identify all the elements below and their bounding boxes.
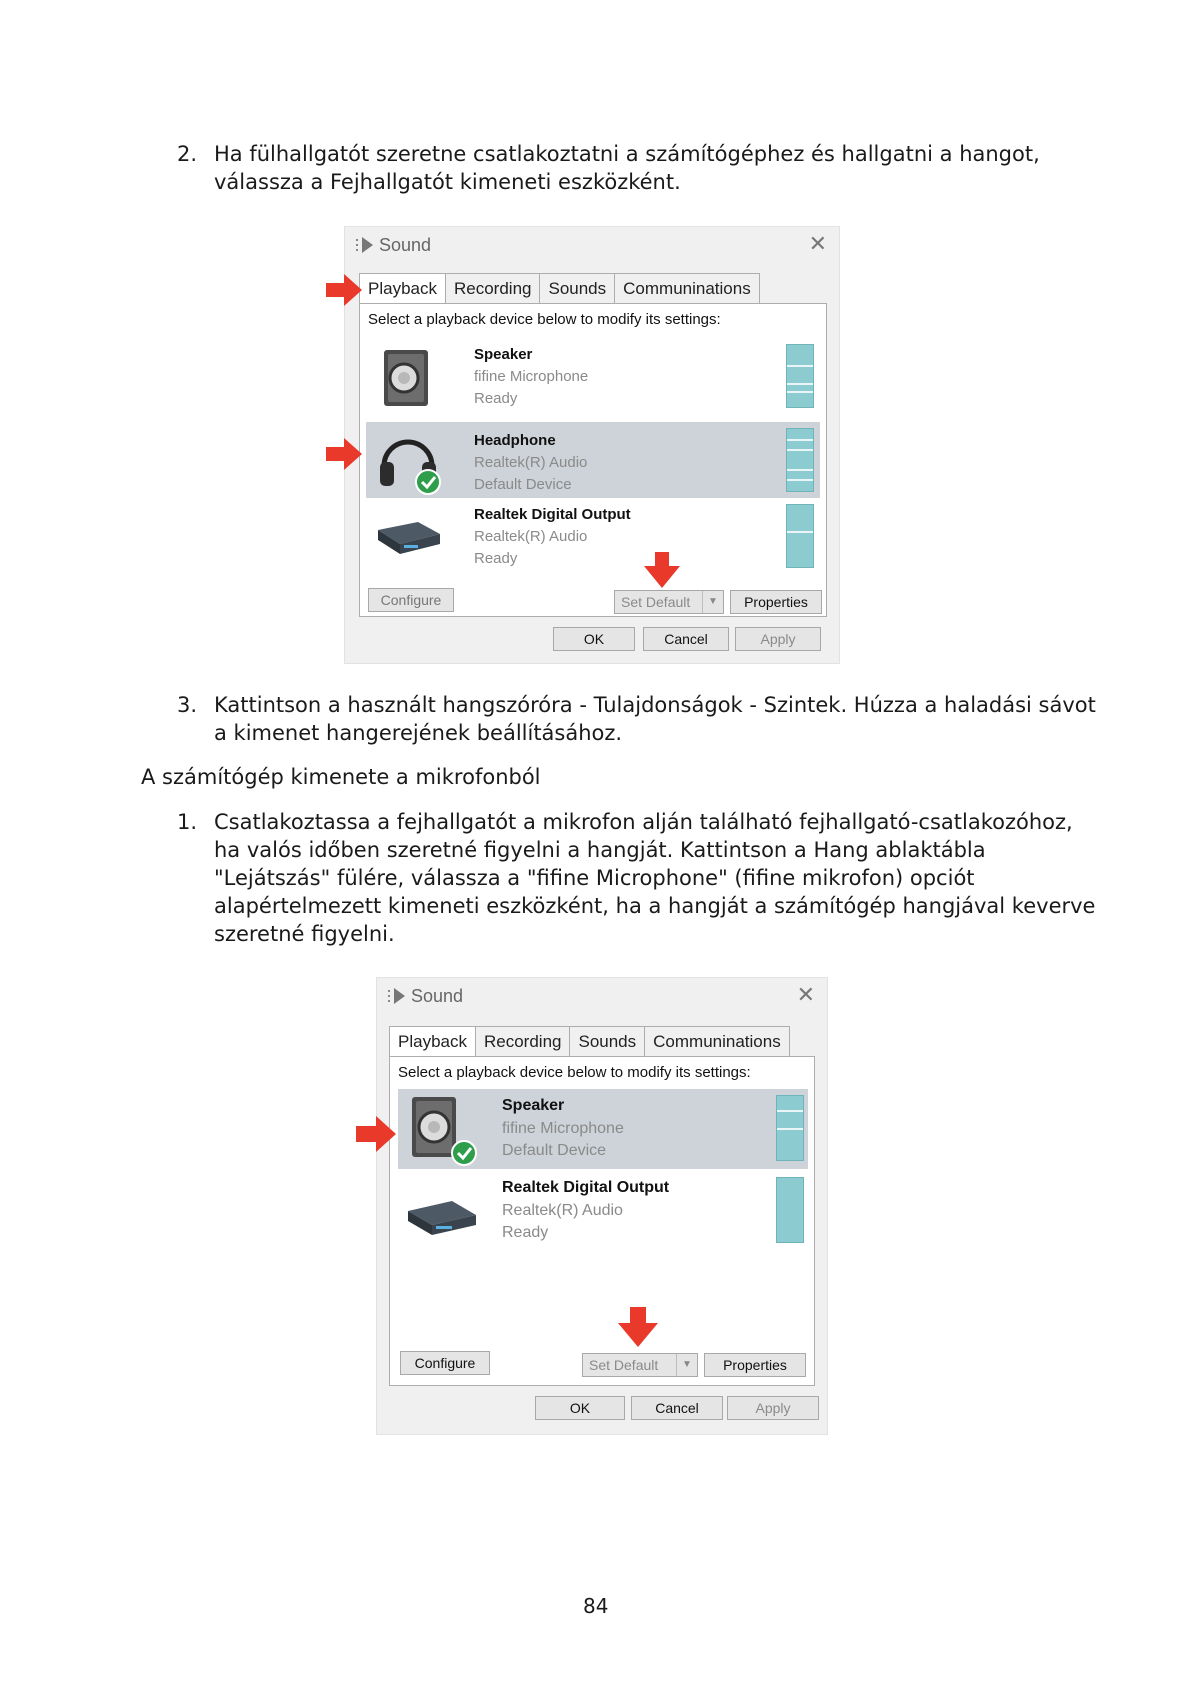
sound-app-icon (387, 986, 409, 1006)
level-meter (786, 504, 814, 568)
digital-output-icon (374, 514, 442, 558)
step-1-line-3: "Lejátszás" fülére, válassza a "fifine Microphone" (fifine mikrofon) opciót (214, 866, 975, 890)
cancel-button[interactable]: Cancel (643, 627, 729, 651)
tab-sounds[interactable]: Sounds (539, 273, 615, 303)
level-meter (786, 344, 814, 408)
ok-button[interactable]: OK (535, 1396, 625, 1420)
set-default-arrow-icon (644, 552, 680, 588)
configure-button[interactable]: Configure (368, 588, 454, 612)
section-heading: A számítógép kimenete a mikrofonból (141, 765, 541, 789)
device-name: Speaker (502, 1097, 565, 1114)
speaker-arrow-icon (356, 1116, 396, 1152)
tab-communications[interactable]: Communinations (614, 273, 760, 303)
step-2-line-2: válassza a Fejhallgatót kimeneti eszközként. (214, 170, 681, 194)
device-digital-output[interactable] (398, 1171, 808, 1251)
tab-playback[interactable]: Playback (389, 1026, 476, 1059)
device-status: Ready (502, 1224, 549, 1241)
level-meter (776, 1095, 804, 1161)
step-3-line-2: a kimenet hangerejének beállításához. (214, 721, 623, 745)
level-meter (776, 1177, 804, 1243)
device-name: Headphone (474, 432, 556, 449)
headphone-arrow-icon (326, 438, 362, 470)
tab-communications[interactable]: Communinations (644, 1026, 790, 1056)
step-1-line-1: Csatlakoztassa a fejhallgatót a mikrofon alján található fejhallgató-csatlakozóhoz, (214, 810, 1073, 834)
device-driver: Realtek(R) Audio (474, 454, 588, 471)
speaker-icon (378, 346, 434, 410)
configure-button[interactable]: Configure (400, 1351, 490, 1375)
tab-sounds[interactable]: Sounds (569, 1026, 645, 1056)
device-driver: Realtek(R) Audio (474, 528, 588, 545)
sound-dialog-2 (376, 977, 828, 1435)
ok-button[interactable]: OK (553, 627, 635, 651)
device-speaker[interactable] (366, 340, 820, 420)
device-name: Speaker (474, 346, 533, 363)
cancel-button[interactable]: Cancel (631, 1396, 723, 1420)
dialog-title: Sound (411, 986, 464, 1006)
tab-bar (389, 1026, 789, 1056)
tab-playback[interactable]: Playback (359, 273, 446, 306)
device-status: Ready (474, 550, 518, 567)
playback-panel (359, 303, 827, 617)
close-icon[interactable]: ✕ (808, 231, 827, 256)
properties-button[interactable]: Properties (730, 590, 822, 614)
device-name: Realtek Digital Output (474, 506, 631, 523)
device-driver: fifine Microphone (474, 368, 589, 385)
dialog-title: Sound (379, 235, 432, 255)
digital-output-icon (404, 1193, 478, 1239)
playback-tab-arrow-icon (326, 274, 362, 306)
tab-recording[interactable]: Recording (445, 273, 541, 303)
set-default-arrow-icon (618, 1307, 658, 1347)
step-3-line-1: Kattintson a használt hangszóróra - Tulajdonságok - Szintek. Húzza a haladási sávot (214, 693, 1096, 717)
step-3-number: 3. (177, 693, 198, 717)
device-status: Default Device (474, 476, 572, 493)
tab-recording[interactable]: Recording (475, 1026, 571, 1056)
step-2-number: 2. (177, 142, 198, 166)
device-speaker[interactable] (398, 1089, 808, 1169)
apply-button[interactable]: Apply (727, 1396, 819, 1420)
device-name: Realtek Digital Output (502, 1179, 670, 1196)
speaker-icon (406, 1093, 478, 1167)
step-1-line-2: ha valós időben szeretné figyelni a hangját. Kattintson a Hang ablaktábla (214, 838, 986, 862)
dropdown-arrow-icon[interactable]: ▼ (702, 591, 723, 613)
headphone-icon (374, 426, 444, 496)
dropdown-arrow-icon[interactable]: ▼ (676, 1354, 697, 1376)
level-meter (786, 428, 814, 492)
device-headphone[interactable] (366, 422, 820, 498)
properties-button[interactable]: Properties (704, 1353, 806, 1377)
device-digital-output[interactable] (366, 500, 820, 576)
device-status: Ready (474, 390, 518, 407)
sound-dialog-1 (344, 226, 840, 664)
step-2-line-1: Ha fülhallgatót szeretne csatlakoztatni a számítógéphez és hallgatni a hangot, (214, 142, 1040, 166)
set-default-label: Set Default (621, 594, 691, 610)
close-icon[interactable]: ✕ (796, 982, 815, 1007)
playback-panel (389, 1056, 815, 1386)
step-1-line-4: alapértelmezett kimeneti eszközként, ha a hangját a számítógép hangjával keverve (214, 894, 1096, 918)
device-status: Default Device (502, 1142, 607, 1159)
step-1-number: 1. (177, 810, 198, 834)
set-default-button[interactable] (614, 590, 724, 614)
step-1-line-5: szeretné figyelni. (214, 922, 395, 946)
panel-instruction: Select a playback device below to modify its settings: (368, 311, 721, 328)
tab-bar (359, 273, 759, 303)
device-driver: fifine Microphone (502, 1120, 624, 1137)
set-default-label: Set Default (589, 1357, 659, 1373)
sound-app-icon (355, 235, 377, 255)
device-driver: Realtek(R) Audio (502, 1202, 623, 1219)
set-default-button[interactable] (582, 1353, 698, 1377)
panel-instruction: Select a playback device below to modify its settings: (398, 1064, 751, 1081)
page-number: 84 (583, 1594, 609, 1618)
apply-button[interactable]: Apply (735, 627, 821, 651)
